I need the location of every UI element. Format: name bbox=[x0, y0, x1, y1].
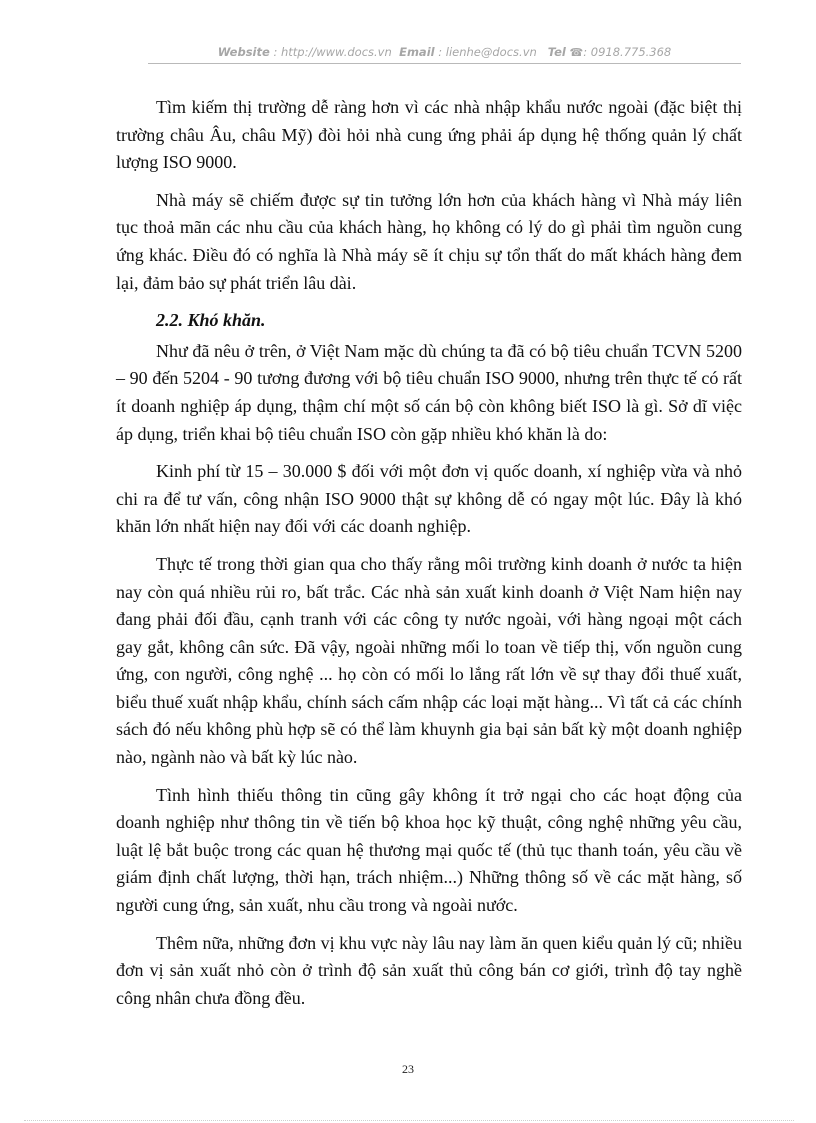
page-bottom-divider bbox=[24, 1120, 794, 1121]
page-number: 23 bbox=[402, 1062, 414, 1076]
website-separator: : bbox=[269, 45, 281, 59]
tel-separator: : bbox=[583, 45, 591, 59]
email-label: Email bbox=[399, 45, 435, 59]
email-separator: : bbox=[434, 45, 446, 59]
tel-label: Tel bbox=[547, 45, 566, 59]
section-heading: 2.2. Khó khăn. bbox=[156, 310, 266, 331]
telephone-icon: ☎ bbox=[569, 46, 584, 59]
paragraph: Tìm kiếm thị trường dễ ràng hơn vì các nhà nhập khẩu nước ngoài (đặc biệt thị trường châu Âu, châu Mỹ) đòi hỏi nhà cung ứng phải áp dụng hệ thống quản lý chất lượng ISO 9000. bbox=[116, 97, 742, 173]
paragraph: Thực tế trong thời gian qua cho thấy rằng môi trường kinh doanh ở nước ta hiện nay còn quá nhiều rủi ro, bất trắc. Các nhà sản xuất kinh doanh ở Việt Nam hiện nay đang phải đối đầu, cạnh tranh với các công ty nước ngoài, với hàng ngoại một cách gay gắt, không cân sức. Đã vậy, ngoài những mối lo toan về tiếp thị, vốn nguồn cung ứng, con người, công nghệ ... họ còn có mối lo lắng rất lớn về sự thay đổi thuế xuất, biểu thuế xuất nhập khẩu, chính sách cấm nhập các loại mặt hàng... Vì tất cả các chính sách đó nếu không phù hợp sẽ có thể làm khuynh gia bại sản bất kỳ một doanh nghiệp nào, ngành nào và bất kỳ lúc nào. bbox=[116, 553, 742, 768]
email-address[interactable]: lienhe@docs.vn bbox=[445, 45, 537, 59]
website-label: Website bbox=[217, 45, 270, 59]
website-url[interactable]: http://www.docs.vn bbox=[281, 45, 392, 59]
tel-number: 0918.775.368 bbox=[590, 45, 672, 59]
paragraph: Thêm nữa, những đơn vị khu vực này lâu nay làm ăn quen kiểu quản lý cũ; nhiều đơn vị sản xuất nhỏ còn ở trình độ sản xuất thủ công bán cơ giới, trình độ tay nghề công nhân chưa đồng đều. bbox=[116, 932, 742, 1008]
document-body bbox=[116, 94, 742, 1022]
paragraph: Như đã nêu ở trên, ở Việt Nam mặc dù chúng ta đã có bộ tiêu chuẩn TCVN 5200 – 90 đến 5204 - 90 tương đương với bộ tiêu chuẩn ISO 9000, nhưng trên thực tế có rất ít doanh nghiệp áp dụng, thậm chí một số cán bộ còn không biết ISO là gì. Sở dĩ việc áp dụng, triển khai bộ tiêu chuẩn ISO còn gặp nhiều khó khăn là do: bbox=[116, 340, 742, 444]
paragraph: Kinh phí từ 15 – 30.000 $ đối với một đơn vị quốc doanh, xí nghiệp vừa và nhỏ chi ra để tư vấn, công nhận ISO 9000 thật sự không dễ có ngay một lúc. Đây là khó khăn lớn nhất hiện nay đối với các doanh nghiệp. bbox=[116, 461, 742, 537]
paragraph: Nhà máy sẽ chiếm được sự tin tưởng lớn hơn của khách hàng vì Nhà máy liên tục thoả mãn các nhu cầu của khách hàng, họ không có lý do gì phải tìm nguồn cung ứng khác. Điều đó có nghĩa là Nhà máy sẽ ít chịu sự tổn thất do mất khách hàng đem lại, đảm bảo sự phát triển lâu dài. bbox=[116, 189, 742, 293]
page-header bbox=[148, 44, 741, 64]
paragraph: Tình hình thiếu thông tin cũng gây không ít trở ngại cho các hoạt động của doanh nghiệp như thông tin về tiến bộ khoa học kỹ thuật, công nghệ những yêu cầu, luật lệ bắt buộc trong các quan hệ thương mại quốc tế (thủ tục thanh toán, yêu cầu về giám định chất lượng, thời hạn, trách nhiệm...) Những thông số về các mặt hàng, số người cung ứng, sản xuất, nhu cầu trong và ngoài nước. bbox=[116, 784, 742, 916]
